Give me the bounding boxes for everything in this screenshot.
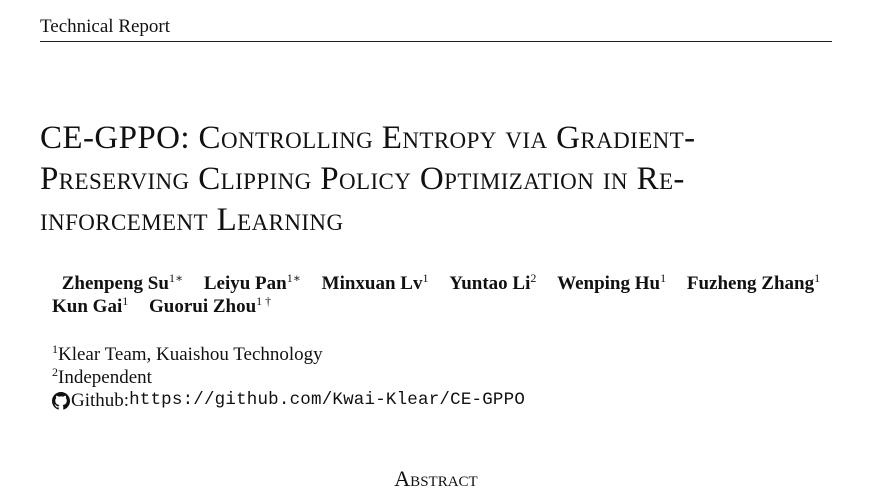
paper-title [40, 118, 840, 241]
abstract-heading: Abstract [394, 466, 478, 491]
running-header: Technical Report [40, 16, 171, 37]
github-link[interactable]: https://github.com/Kwai-Klear/CE-GPPO [129, 390, 526, 410]
github-label: Github: [71, 390, 130, 411]
author: Kun Gai$^1$ [52, 294, 129, 317]
author-row [52, 272, 872, 295]
author-list [52, 272, 872, 318]
author: Leiyu Pan$^{1∗}$ [203, 271, 301, 294]
author: Zhenpeng $Su^{1∗}$ [61, 271, 184, 294]
affiliations [52, 343, 852, 412]
title-line: Preserving Clipping Policy Optimization in Re- [40, 161, 685, 197]
affiliation: $^2$Independent [52, 365, 152, 388]
github-line [52, 389, 852, 412]
github-icon [52, 392, 70, 410]
author-row [52, 295, 872, 318]
title-line: CE-GPPO: Controlling Entropy via Gradient- [40, 120, 696, 156]
affiliation: $^1$Klear Team, Kuaishou Technology [52, 342, 323, 365]
author: Yuntao Li$^2$ [449, 271, 537, 294]
author: Fuzheng Zhang$^1$ [686, 271, 821, 294]
author: Wenping Hu$^1$ [557, 271, 667, 294]
title-line: inforcement Learning [40, 202, 344, 238]
author: Guorui Zhou$^{1 \dagger}$ [148, 294, 272, 317]
header-rule [40, 41, 832, 42]
author: Minxuan Lv$^1$ [321, 271, 429, 294]
